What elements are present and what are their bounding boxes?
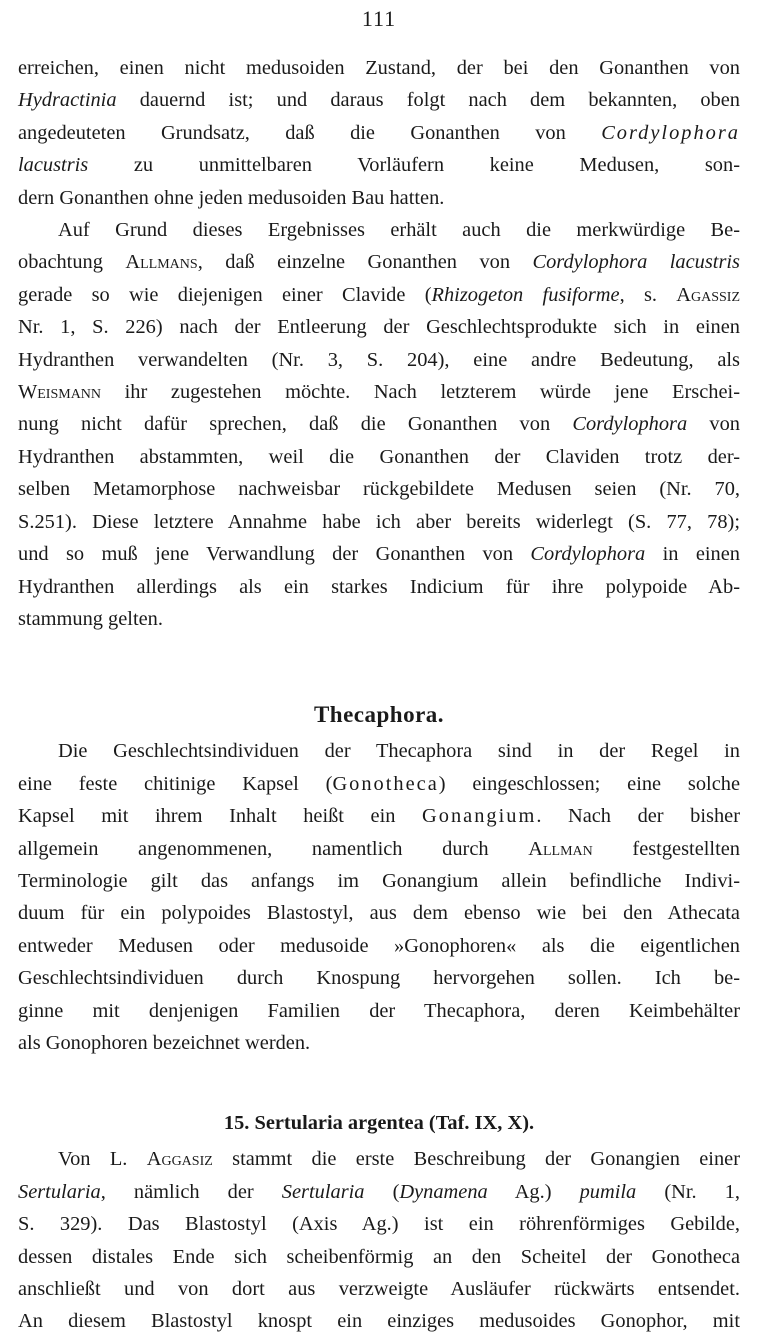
text-line: Nr. 1, S. 226) nach der Entleerung der Geschlechtsprodukte sich in einen xyxy=(18,316,740,339)
text-line: erreichen, einen nicht medusoiden Zustand, der bei den Gonanthen von xyxy=(18,57,740,79)
paragraph-4 xyxy=(18,1143,740,1337)
text-line: Auf Grund dieses Ergebnisses erhält auch die merkwürdige Be- xyxy=(58,219,740,242)
text-line: ginne mit denjenigen Familien der Thecaphora, deren Keimbehälter xyxy=(18,999,740,1022)
text-line: Hydranthen verwandelten (Nr. 3, S. 204), eine andre Bedeutung, als xyxy=(18,348,740,371)
text-line: entweder Medusen oder medusoide »Gonophoren« als die eigentlichen xyxy=(18,934,740,957)
text-line: duum für ein polypoides Blastostyl, aus dem ebenso wie bei den Athecata xyxy=(18,902,740,925)
text-line: S.251). Diese letztere Annahme habe ich aber bereits widerlegt (S. 77, 78); xyxy=(18,510,740,533)
text-line: angedeuteten Grundsatz, daß die Gonanthen von Cordylophora xyxy=(18,121,740,144)
document-page xyxy=(18,0,740,1338)
text-line: S. 329). Das Blastostyl (Axis Ag.) ist ein röhrenförmiges Gebilde, xyxy=(18,1213,740,1236)
text-line: selben Metamorphose nachweisbar rückgebildete Medusen seien (Nr. 70, xyxy=(18,478,740,501)
text-line: An diesem Blastostyl knospt ein einziges medusoides Gonophor, mit xyxy=(18,1310,740,1333)
text-line: Kapsel mit ihrem Inhalt heißt ein Gonangium. Nach der bisher xyxy=(18,805,740,828)
text-line: anschließt und von dort aus verzweigte Ausläufer rückwärts entsendet. xyxy=(18,1278,740,1300)
text-line: dessen distales Ende sich scheibenförmig an den Scheitel der Gonotheca xyxy=(18,1245,740,1268)
text-line: stammung gelten. xyxy=(18,607,163,630)
paragraph-2 xyxy=(18,214,740,635)
paragraph-1 xyxy=(18,52,740,214)
text-line: Hydractinia dauernd ist; und daraus folgt nach dem bekannten, oben xyxy=(18,89,740,112)
text-line: eine feste chitinige Kapsel (Gonotheca) eingeschlossen; eine solche xyxy=(18,772,740,795)
text-line: Geschlechtsindividuen durch Knospung hervorgehen sollen. Ich be- xyxy=(18,967,740,990)
section-gap xyxy=(18,1059,740,1103)
text-line: dern Gonanthen ohne jeden medusoiden Bau hatten. xyxy=(18,186,445,209)
text-line: und so muß jene Verwandlung der Gonanthen von Cordylophora in einen xyxy=(18,543,740,566)
text-line: Von L. Aggasiz stammt die erste Beschreibung der Gonangien einer xyxy=(58,1148,740,1171)
section-gap xyxy=(18,635,740,695)
text-line: gerade so wie diejenigen einer Clavide (Rhizogeton fusiforme, s. Agassiz xyxy=(18,283,740,306)
paragraph-3 xyxy=(18,735,740,1059)
text-line: Die Geschlechtsindividuen der Thecaphora sind in der Regel in xyxy=(58,740,740,763)
text-line: Hydranthen abstammten, weil die Gonanthen der Claviden trotz der- xyxy=(18,445,740,468)
text-line: Weismann ihr zugestehen möchte. Nach letzterem würde jene Erschei- xyxy=(18,381,740,404)
page-number: 111 xyxy=(361,6,397,31)
text-line: Sertularia, nämlich der Sertularia (Dynamena Ag.) pumila (Nr. 1, xyxy=(18,1180,740,1203)
text-line: obachtung Allmans, daß einzelne Gonanthen von Cordylophora lacustris xyxy=(18,251,740,274)
text-line: Hydranthen allerdings als ein starkes Indicium für ihre polypoide Ab- xyxy=(18,575,740,598)
text-line: Terminologie gilt das anfangs im Gonangium allein befindliche Indivi- xyxy=(18,869,740,892)
text-line: allgemein angenommenen, namentlich durch Allman festgestellten xyxy=(18,837,740,860)
subsection-heading: 15. Sertularia argentea (Taf. IX, X). xyxy=(223,1112,535,1135)
text-line: nung nicht dafür sprechen, daß die Gonanthen von Cordylophora von xyxy=(18,413,741,436)
text-line: als Gonophoren bezeichnet werden. xyxy=(18,1031,311,1054)
text-line: lacustris zu unmittelbaren Vorläufern keine Medusen, son- xyxy=(18,154,740,177)
section-heading: Thecaphora. xyxy=(313,702,445,728)
